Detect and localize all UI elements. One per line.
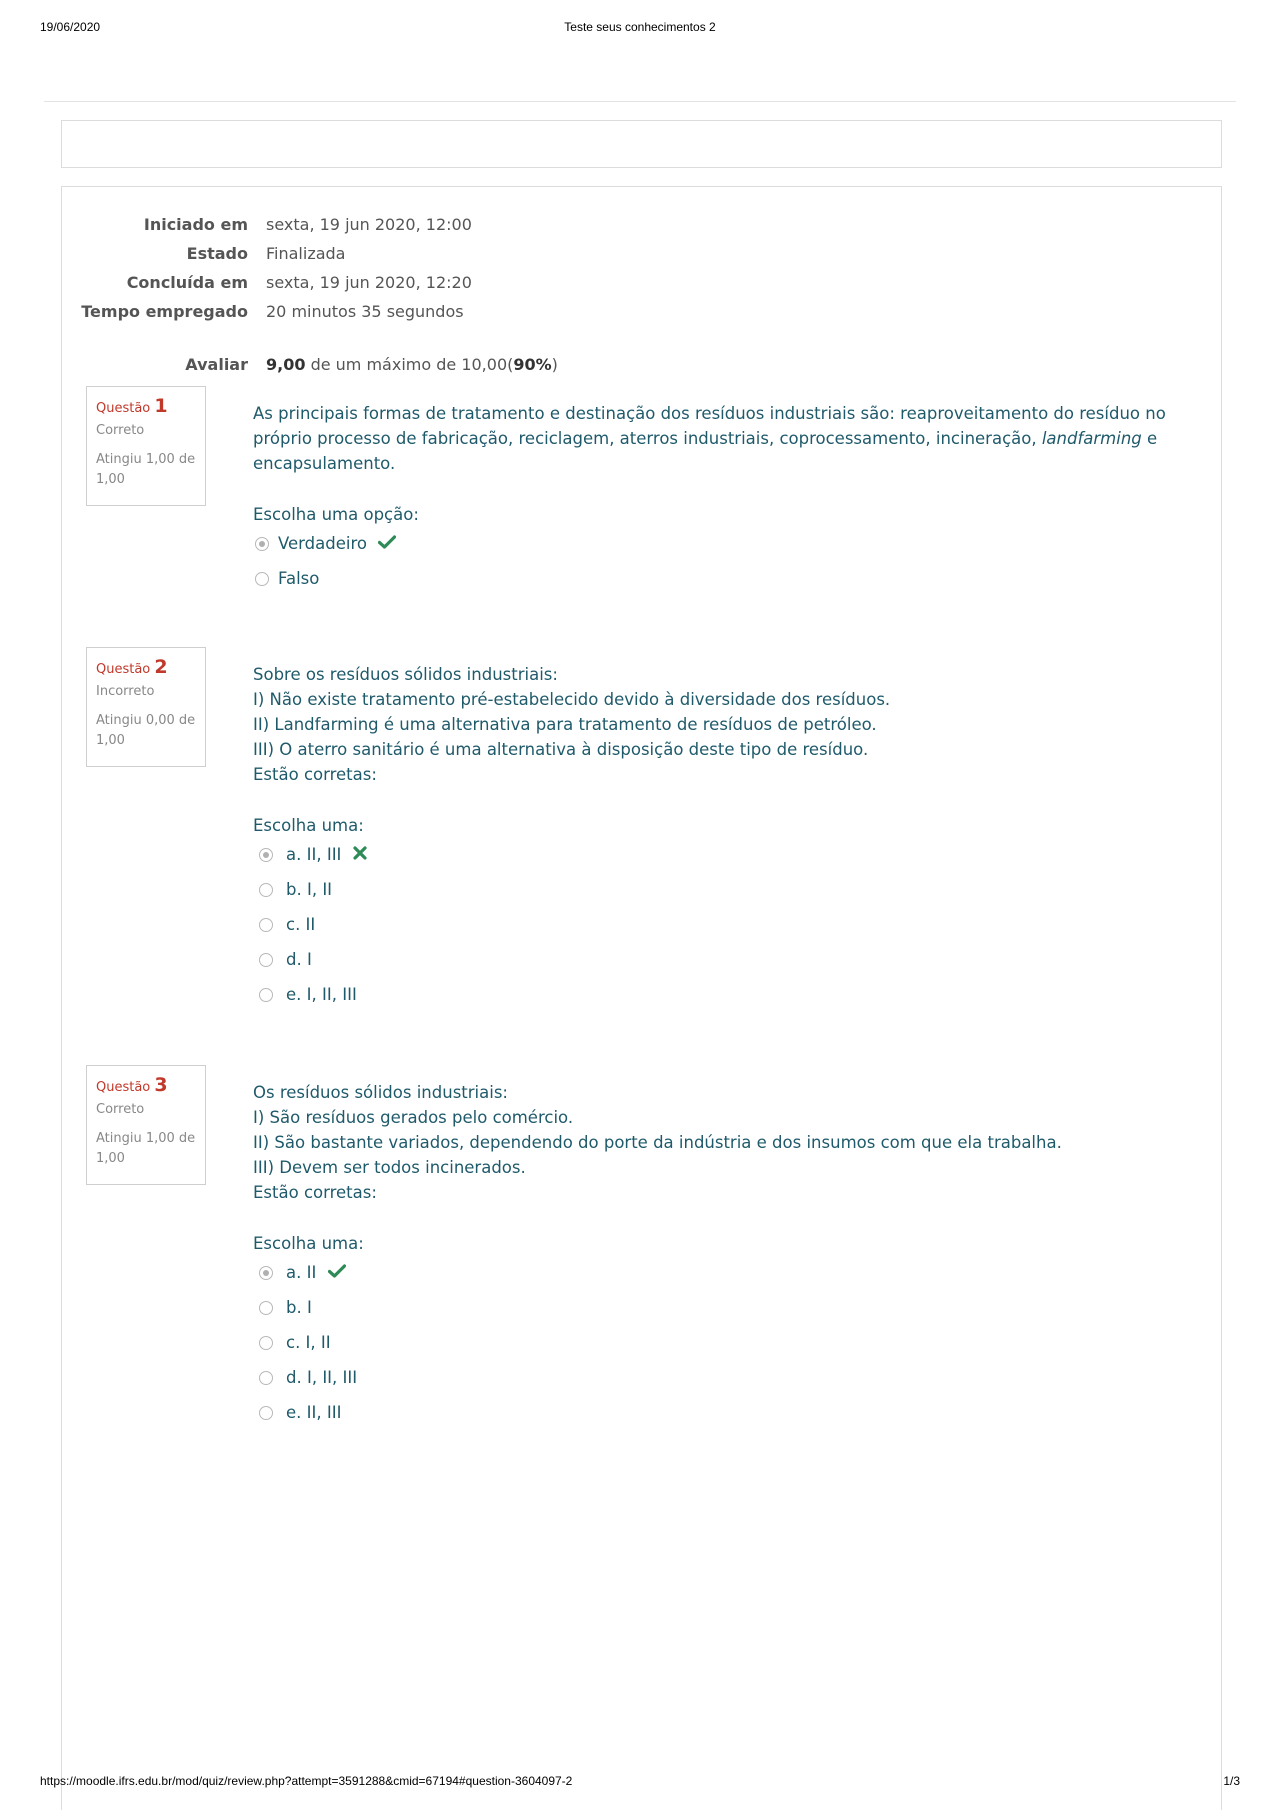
grade-text: de um máximo de 10,00( — [305, 355, 514, 374]
summary-label: Estado — [186, 244, 248, 263]
option-label: d. I, II, III — [286, 1368, 358, 1387]
radio-button[interactable] — [255, 572, 269, 586]
print-url[interactable]: https://moodle.ifrs.edu.br/mod/quiz/review.php?attempt=3591288&cmid=67194#question-3604097-2 — [40, 1774, 573, 1788]
question-content-2 — [253, 662, 1203, 1017]
page-number: 1/3 — [1223, 1774, 1240, 1788]
option-label: b. I — [286, 1298, 312, 1317]
radio-button[interactable] — [255, 537, 269, 551]
question-text-part: e encapsulamento. — [253, 429, 1158, 473]
grade-percent: 90% — [513, 355, 552, 374]
radio-button[interactable] — [259, 1371, 273, 1385]
question-text-part: As principais formas de tratamento e destinação dos resíduos industriais são: reaproveitamento do resíduo no próprio processo de fabricação, reciclagem, aterros industriais, coprocessamento, incineração, — [253, 404, 1166, 448]
radio-button[interactable] — [259, 883, 273, 897]
radio-button[interactable] — [259, 1336, 273, 1350]
option-label: Falso — [278, 569, 320, 588]
summary-row-completed — [80, 271, 780, 300]
summary-row-grade — [80, 353, 780, 382]
answer-prompt: Escolha uma: — [253, 816, 364, 835]
radio-button[interactable] — [259, 918, 273, 932]
question-line: I) Não existe tratamento pré-estabelecido devido à diversidade dos resíduos. — [253, 690, 891, 709]
question-line: II) São bastante variados, dependendo do porte da indústria e dos insumos com que ela trabalha. — [253, 1133, 1062, 1152]
summary-row-state — [80, 242, 780, 271]
summary-label: Concluída em — [126, 273, 248, 292]
question-line: Estão corretas: — [253, 1183, 377, 1202]
question-text — [253, 401, 1203, 476]
option-e[interactable] — [253, 982, 1203, 1017]
grade-score: 9,00 — [266, 355, 306, 374]
check-icon — [328, 1260, 346, 1286]
print-title: Teste seus conhecimentos 2 — [564, 20, 716, 34]
question-state: Incorreto — [96, 684, 155, 699]
radio-button[interactable] — [259, 848, 273, 862]
question-number-value: 2 — [154, 656, 168, 678]
print-footer — [40, 1774, 1240, 1788]
question-line: III) Devem ser todos incinerados. — [253, 1158, 526, 1177]
option-a[interactable] — [253, 1260, 1203, 1295]
question-grade: Atingiu 1,00 de 1,00 — [96, 452, 196, 487]
question-info-2 — [86, 647, 206, 767]
radio-button[interactable] — [259, 953, 273, 967]
grade-text-end: ) — [551, 355, 558, 374]
option-b[interactable] — [253, 1295, 1203, 1330]
question-grade: Atingiu 1,00 de 1,00 — [96, 1131, 196, 1166]
answer-prompt: Escolha uma opção: — [253, 505, 419, 524]
question-state: Correto — [96, 1102, 145, 1117]
summary-label: Tempo empregado — [81, 302, 248, 321]
summary-row-started — [80, 213, 780, 242]
option-label: c. II — [286, 915, 316, 934]
option-label: d. I — [286, 950, 312, 969]
option-d[interactable] — [253, 947, 1203, 982]
option-label: b. I, II — [286, 880, 333, 899]
option-false[interactable] — [253, 566, 1203, 601]
option-label: e. II, III — [286, 1403, 342, 1422]
question-label: Questão — [96, 662, 151, 677]
navigation-placeholder — [61, 120, 1222, 168]
radio-button[interactable] — [259, 1406, 273, 1420]
option-d[interactable] — [253, 1365, 1203, 1400]
question-number — [96, 656, 196, 678]
attempt-summary — [80, 213, 780, 382]
print-date: 19/06/2020 — [40, 20, 101, 34]
question-info-1 — [86, 386, 206, 506]
question-line: II) Landfarming é uma alternativa para tratamento de resíduos de petróleo. — [253, 715, 877, 734]
option-e[interactable] — [253, 1400, 1203, 1435]
radio-button[interactable] — [259, 1301, 273, 1315]
option-label: Verdadeiro — [278, 534, 367, 553]
question-grade: Atingiu 0,00 de 1,00 — [96, 713, 196, 748]
question-label: Questão — [96, 401, 151, 416]
summary-value: 20 minutos 35 segundos — [266, 302, 464, 321]
option-a[interactable] — [253, 842, 1203, 877]
cross-icon — [353, 842, 367, 868]
option-c[interactable] — [253, 912, 1203, 947]
question-text-italic: landfarming — [1041, 429, 1142, 448]
summary-label: Iniciado em — [143, 215, 248, 234]
summary-row-time — [80, 300, 780, 353]
summary-label: Avaliar — [185, 355, 248, 374]
question-number — [96, 1074, 196, 1096]
option-label: c. I, II — [286, 1333, 331, 1352]
option-true[interactable] — [253, 531, 1203, 566]
question-content-1 — [253, 401, 1203, 601]
check-icon — [378, 531, 396, 557]
question-number-value: 1 — [154, 395, 168, 417]
summary-value: sexta, 19 jun 2020, 12:20 — [266, 273, 472, 292]
option-b[interactable] — [253, 877, 1203, 912]
summary-value — [266, 353, 558, 377]
question-line: Os resíduos sólidos industriais: — [253, 1083, 508, 1102]
question-state: Correto — [96, 423, 145, 438]
question-line: Sobre os resíduos sólidos industriais: — [253, 665, 558, 684]
divider — [44, 101, 1236, 102]
question-info-3 — [86, 1065, 206, 1185]
option-c[interactable] — [253, 1330, 1203, 1365]
question-line: III) O aterro sanitário é uma alternativa à disposição deste tipo de resíduo. — [253, 740, 869, 759]
summary-value: Finalizada — [266, 244, 346, 263]
summary-value: sexta, 19 jun 2020, 12:00 — [266, 215, 472, 234]
option-label: a. II, III — [286, 845, 342, 864]
radio-button[interactable] — [259, 988, 273, 1002]
question-line: Estão corretas: — [253, 765, 377, 784]
option-label: a. II — [286, 1263, 317, 1282]
question-line: I) São resíduos gerados pelo comércio. — [253, 1108, 574, 1127]
option-label: e. I, II, III — [286, 985, 357, 1004]
question-number-value: 3 — [154, 1074, 168, 1096]
question-content-3 — [253, 1080, 1203, 1435]
radio-button[interactable] — [259, 1266, 273, 1280]
answer-prompt: Escolha uma: — [253, 1234, 364, 1253]
question-number — [96, 395, 196, 417]
print-header — [40, 20, 1240, 36]
question-label: Questão — [96, 1080, 151, 1095]
